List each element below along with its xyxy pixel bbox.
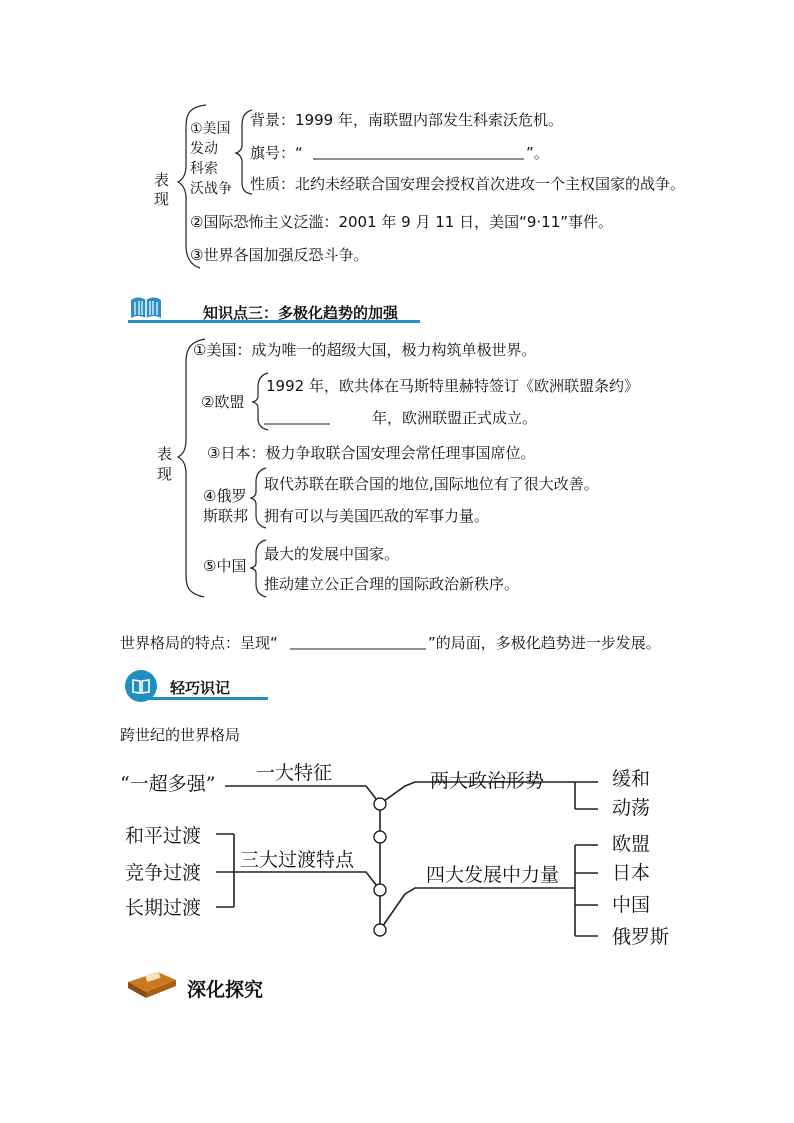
deep-title: 深化探究	[187, 979, 264, 1001]
eu-label: ②欧盟	[201, 393, 245, 411]
kosovo-background: 背景：1999 年，南联盟内部发生科索沃危机。	[250, 111, 563, 129]
three-transition-label: 三大过渡特点	[240, 849, 355, 871]
china-label: ⑤中国	[203, 557, 247, 575]
usa-item: ①美国：成为唯一的超级大国，极力构筑单极世界。	[193, 341, 537, 359]
kosovo-slogan-prefix: 旗号：“	[250, 144, 303, 162]
russia-label-1: ④俄罗	[203, 487, 247, 505]
russia-military: 拥有可以与美国匹敌的军事力量。	[264, 507, 490, 525]
eu-established: 年，欧洲联盟正式成立。	[372, 409, 538, 427]
china-developing: 最大的发展中国家。	[264, 545, 400, 563]
force-eu-label: 欧盟	[612, 833, 651, 855]
terrorism-item: ②国际恐怖主义泛滥：2001 年 9 月 11 日，美国“9·11”事件。	[190, 213, 614, 231]
longterm-transition-label: 长期过渡	[125, 897, 202, 919]
four-forces-label: 四大发展中力量	[426, 864, 560, 886]
eu-treaty: 1992 年，欧共体在马斯特里赫特签订《欧洲联盟条约》	[266, 377, 639, 395]
section1-label-line2: 现	[154, 190, 170, 208]
japan-item: ③日本：极力争取联合国安理会常任理事国席位。	[207, 444, 536, 462]
book-stack-icon	[124, 962, 178, 1002]
kosovo-label-2: 发动	[190, 141, 218, 157]
kosovo-slogan-suffix: ”。	[526, 144, 549, 162]
kosovo-nature: 性质：北约未经联合国安理会授权首次进攻一个主权国家的战争。	[250, 175, 686, 193]
china-new-order: 推动建立公正合理的国际政治新秩序。	[264, 575, 520, 593]
force-china-label: 中国	[612, 894, 651, 916]
russia-status: 取代苏联在联合国的地位,国际地位有了很大改善。	[264, 475, 599, 493]
kosovo-label-1: ①美国	[190, 121, 231, 137]
section2-label-line2: 现	[157, 465, 173, 483]
force-russia-label: 俄罗斯	[612, 926, 670, 948]
diagram-subtitle: 跨世纪的世界格局	[120, 726, 241, 744]
turmoil-label: 动荡	[612, 797, 651, 819]
section2-label-line1: 表	[157, 445, 173, 463]
kp3-title: 知识点三：多极化趋势的加强	[203, 304, 399, 322]
kosovo-label-3: 科索	[190, 161, 218, 177]
two-political-label: 两大政治形势	[430, 770, 545, 792]
force-japan-label: 日本	[612, 862, 651, 884]
one-superpower-label: “一超多强”	[120, 773, 216, 795]
section1-label-line1: 表	[154, 171, 170, 189]
book-icon	[128, 290, 164, 322]
kosovo-label-4: 沃战争	[190, 181, 232, 197]
feature-suffix: ”的局面，多极化趋势进一步发展。	[428, 634, 661, 652]
peaceful-transition-label: 和平过渡	[125, 825, 202, 847]
russia-label-2: 斯联邦	[203, 507, 249, 525]
easing-label: 缓和	[612, 768, 651, 790]
feature-prefix: 世界格局的特点：呈现“	[120, 634, 278, 652]
anti-terror-item: ③世界各国加强反恐斗争。	[190, 246, 369, 264]
memo-title: 轻巧识记	[170, 679, 231, 697]
competitive-transition-label: 竞争过渡	[125, 862, 202, 884]
one-feature-label: 一大特征	[256, 762, 333, 784]
